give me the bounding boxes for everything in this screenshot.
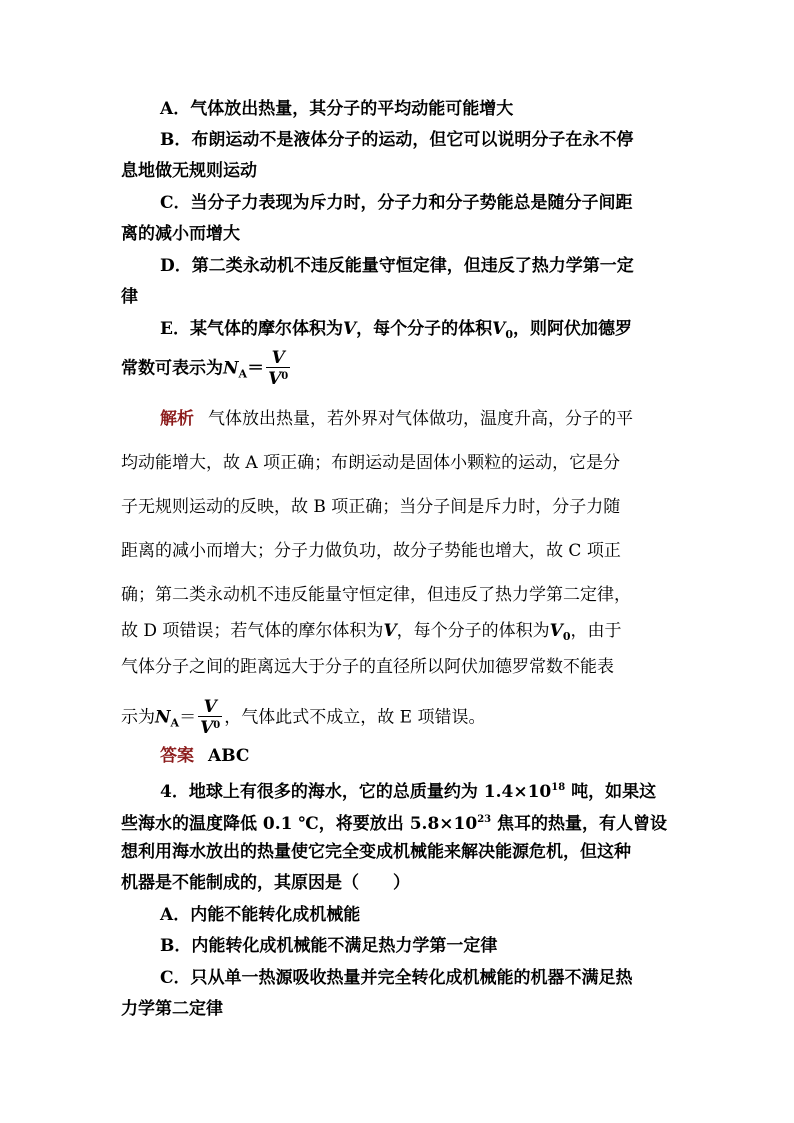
option-d-line1: D．第二类永动机不违反能量守恒定律，但违反了热力学第一定 [160,256,634,276]
question4-option-c-line1: C．只从单一热源吸收热量并完全转化成机械能的机器不满足热 [160,968,633,988]
option-b-line1: B．布朗运动不是液体分子的运动，但它可以说明分子在永不停 [160,130,634,150]
question4-line4: 机器是不能制成的，其原因是（ ） [121,873,410,893]
option-d-line2: 律 [121,287,138,307]
explanation-line8: 示为$N_A=$ $\frac{V}{V^0}$ ，气体此式不成立，故 E 项错误。 [121,697,486,738]
question4-option-b: B．内能转化成机械能不满足热力学第一定律 [160,936,498,956]
question4-line3: 想利用海水放出的热量使它完全变成机械能来解决能源危机，但这种 [121,842,631,862]
question4-option-c-line2: 力学第二定律 [121,999,223,1019]
question4-line1: 4．地球上有很多的海水，它的总质量约为 $1.4\times 10^{18}$ 吨，如果这 [160,782,657,802]
answer-line [160,745,249,767]
question4-line2: 些海水的温度降低 0.1 ℃，将要放出 $5.8\times 10^{23}$ 焦耳的热量，有人曾设 [121,814,668,834]
fraction-v-over-v0-explanation: $\frac{V}{V^0}$ [200,697,221,738]
option-b-line2: 息地做无规则运动 [121,161,257,181]
explanation-tag: 解析 [160,409,194,429]
option-c-line1: C．当分子力表现为斥力时，分子力和分子势能总是随分子间距 [160,193,633,213]
option-e-line1: E．某气体的摩尔体积为V，每个分子的体积$V_0$，则阿伏加德罗 [160,319,633,341]
answer-value: ABC [208,746,250,766]
option-c-line2: 离的减小而增大 [121,224,240,244]
explanation-line5: 确；第二类永动机不违反能量守恒定律，但违反了热力学第二定律， [121,585,631,605]
explanation-line6: 故 D 项错误；若气体的摩尔体积为V，每个分子的体积为$V_0$，由于 [121,621,622,643]
explanation-line2: 均动能增大，故 A 项正确；布朗运动是固体小颗粒的运动，它是分 [121,453,621,473]
answer-tag: 答案 [160,746,194,766]
explanation-line4: 距离的减小而增大；分子力做负功，故分子势能也增大，故 C 项正 [121,541,621,561]
fraction-v-over-v0: $\frac{V}{V^0}$ [268,348,289,389]
option-a: A．气体放出热量，其分子的平均动能可能增大 [160,99,514,119]
explanation-line1: 解析 气体放出热量，若外界对气体做功，温度升高，分子的平 [160,409,633,429]
question4-option-a: A．内能不能转化成机械能 [160,905,361,925]
explanation-line3: 子无规则运动的反映，故 B 项正确；当分子间是斥力时，分子力随 [121,497,621,517]
option-e-line2: 常数可表示为$N_A=$ $\frac{V}{V^0}$ [121,348,289,389]
explanation-line7: 气体分子之间的距离远大于分子的直径所以阿伏加德罗常数不能表 [121,657,614,677]
